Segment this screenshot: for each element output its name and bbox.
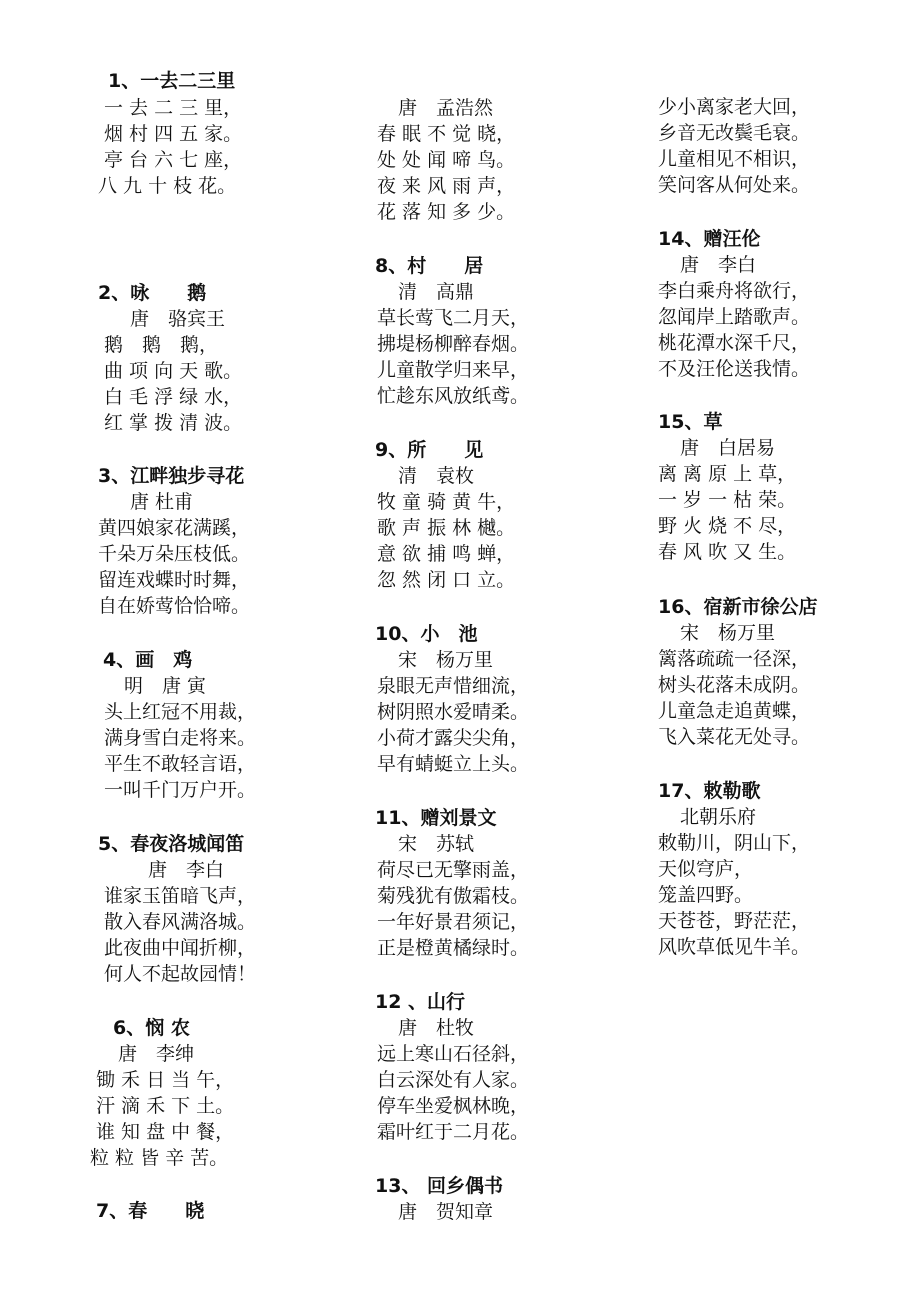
poem-13-title: 13、 回乡偶书 bbox=[375, 1175, 504, 1197]
poem-1-line: 一 去 二 三 里， bbox=[104, 97, 243, 119]
poem-13-line: 乡音无改鬓毛衰。 bbox=[658, 122, 811, 144]
poem-2-line: 鹅 鹅 鹅， bbox=[104, 334, 219, 356]
poem-17-line: 风吹草低见牛羊。 bbox=[658, 936, 811, 958]
poem-17-line: 天苍苍，野茫茫， bbox=[658, 910, 811, 932]
poem-3-line: 自在娇莺恰恰啼。 bbox=[98, 595, 251, 617]
poem-6-line: 谁 知 盘 中 餐， bbox=[96, 1121, 235, 1143]
poem-10-line: 泉眼无声惜细流， bbox=[377, 675, 530, 697]
poem-16-title: 16、宿新市徐公店 bbox=[658, 596, 818, 618]
poem-9-author: 清 袁枚 bbox=[398, 465, 475, 487]
poem-13-line: 儿童相见不相识， bbox=[658, 148, 811, 170]
poem-5-author: 唐 李白 bbox=[148, 859, 225, 881]
poem-11-line: 菊残犹有傲霜枝。 bbox=[377, 885, 530, 907]
poem-9-line: 意 欲 捕 鸣 蝉， bbox=[377, 543, 516, 565]
poem-12-line: 停车坐爱枫林晚， bbox=[377, 1095, 530, 1117]
poem-4-title: 4、画 鸡 bbox=[103, 649, 193, 671]
poem-15-line: 一 岁 一 枯 荣。 bbox=[658, 489, 797, 511]
poem-5-line: 谁家玉笛暗飞声， bbox=[104, 885, 257, 907]
poem-6-line: 锄 禾 日 当 午， bbox=[96, 1069, 235, 1091]
poem-11-line: 正是橙黄橘绿时。 bbox=[377, 937, 530, 959]
poem-16-line: 树头花落未成阴。 bbox=[658, 674, 811, 696]
poem-17-author: 北朝乐府 bbox=[680, 806, 757, 828]
poem-2-line: 红 掌 拨 清 波。 bbox=[104, 412, 243, 434]
poem-14-title: 14、赠汪伦 bbox=[658, 228, 761, 250]
poem-11-line: 一年好景君须记， bbox=[377, 911, 530, 933]
poem-8-title: 8、村 居 bbox=[375, 255, 484, 277]
poem-15-line: 春 风 吹 又 生。 bbox=[658, 541, 797, 563]
poem-14-line: 忽闻岸上踏歌声。 bbox=[658, 306, 811, 328]
poem-5-line: 此夜曲中闻折柳， bbox=[104, 937, 257, 959]
poem-7-line: 夜 来 风 雨 声， bbox=[377, 175, 516, 197]
poem-3-line: 千朵万朵压枝低。 bbox=[98, 543, 251, 565]
poem-15-line: 野 火 烧 不 尽， bbox=[658, 515, 797, 537]
poem-14-line: 不及汪伦送我情。 bbox=[658, 358, 811, 380]
poem-11-title: 11、赠刘景文 bbox=[375, 807, 497, 829]
poem-7-line: 处 处 闻 啼 鸟。 bbox=[377, 149, 516, 171]
poem-11-line: 荷尽已无擎雨盖， bbox=[377, 859, 530, 881]
poem-7-author: 唐 孟浩然 bbox=[398, 97, 494, 119]
poem-6-title: 6、悯 农 bbox=[113, 1017, 190, 1039]
poem-6-line: 汗 滴 禾 下 土。 bbox=[96, 1095, 235, 1117]
poem-9-line: 忽 然 闭 口 立。 bbox=[377, 569, 516, 591]
poem-14-line: 桃花潭水深千尺， bbox=[658, 332, 811, 354]
poem-12-line: 白云深处有人家。 bbox=[377, 1069, 530, 1091]
poem-14-author: 唐 李白 bbox=[680, 254, 757, 276]
poem-16-author: 宋 杨万里 bbox=[680, 622, 776, 644]
poem-15-title: 15、草 bbox=[658, 411, 723, 433]
poem-15-line: 离 离 原 上 草， bbox=[658, 463, 797, 485]
poem-12-line: 霜叶红于二月花。 bbox=[377, 1121, 530, 1143]
poem-9-line: 歌 声 振 林 樾。 bbox=[377, 517, 516, 539]
poem-6-author: 唐 李绅 bbox=[118, 1043, 195, 1065]
poem-4-author: 明 唐 寅 bbox=[124, 675, 207, 697]
poem-5-line: 何人不起故园情！ bbox=[104, 963, 257, 985]
poem-17-line: 笼盖四野。 bbox=[658, 884, 754, 906]
poem-1-line: 八 九 十 枝 花。 bbox=[98, 175, 237, 197]
poem-4-line: 满身雪白走将来。 bbox=[104, 727, 257, 749]
poem-8-line: 草长莺飞二月天， bbox=[377, 307, 530, 329]
poem-10-line: 小荷才露尖尖角， bbox=[377, 727, 530, 749]
poem-17-line: 敕勒川，阴山下， bbox=[658, 832, 811, 854]
poem-4-line: 头上红冠不用裁， bbox=[104, 701, 257, 723]
poem-6-line: 粒 粒 皆 辛 苦。 bbox=[90, 1147, 229, 1169]
poem-16-line: 篱落疏疏一径深， bbox=[658, 648, 811, 670]
poem-15-author: 唐 白居易 bbox=[680, 437, 776, 459]
poem-13-author: 唐 贺知章 bbox=[398, 1201, 494, 1223]
poem-17-line: 天似穹庐， bbox=[658, 858, 754, 880]
poem-11-author: 宋 苏轼 bbox=[398, 833, 475, 855]
poem-10-line: 早有蜻蜓立上头。 bbox=[377, 753, 530, 775]
poem-2-line: 白 毛 浮 绿 水， bbox=[104, 386, 243, 408]
poem-14-line: 李白乘舟将欲行， bbox=[658, 280, 811, 302]
poem-9-line: 牧 童 骑 黄 牛， bbox=[377, 491, 516, 513]
poem-10-line: 树阴照水爱晴柔。 bbox=[377, 701, 530, 723]
poem-7-line: 花 落 知 多 少。 bbox=[377, 201, 516, 223]
poem-10-author: 宋 杨万里 bbox=[398, 649, 494, 671]
poem-2-author: 唐 骆宾王 bbox=[130, 308, 226, 330]
poem-17-title: 17、敕勒歌 bbox=[658, 780, 761, 802]
poem-12-line: 远上寒山石径斜， bbox=[377, 1043, 530, 1065]
poem-5-line: 散入春风满洛城。 bbox=[104, 911, 257, 933]
poem-1-line: 亭 台 六 七 座， bbox=[104, 149, 243, 171]
poem-3-line: 留连戏蝶时时舞， bbox=[98, 569, 251, 591]
poem-10-title: 10、小 池 bbox=[375, 623, 478, 645]
poem-8-line: 拂堤杨柳醉春烟。 bbox=[377, 333, 530, 355]
poem-4-line: 一叫千门万户开。 bbox=[104, 779, 257, 801]
poem-3-author: 唐 杜甫 bbox=[130, 491, 194, 513]
poem-12-title: 12 、山行 bbox=[375, 991, 466, 1013]
poem-13-line: 笑问客从何处来。 bbox=[658, 174, 811, 196]
poem-16-line: 儿童急走追黄蝶， bbox=[658, 700, 811, 722]
poem-3-line: 黄四娘家花满蹊， bbox=[98, 517, 251, 539]
poem-8-line: 忙趁东风放纸鸢。 bbox=[377, 385, 530, 407]
poem-8-author: 清 高鼎 bbox=[398, 281, 475, 303]
poem-2-title: 2、咏 鹅 bbox=[98, 282, 207, 304]
poem-16-line: 飞入菜花无处寻。 bbox=[658, 726, 811, 748]
poem-2-line: 曲 项 向 天 歌。 bbox=[104, 360, 243, 382]
poem-7-line: 春 眠 不 觉 晓， bbox=[377, 123, 516, 145]
poem-3-title: 3、江畔独步寻花 bbox=[98, 465, 245, 487]
poem-5-title: 5、春夜洛城闻笛 bbox=[98, 833, 245, 855]
poem-9-title: 9、所 见 bbox=[375, 439, 484, 461]
poem-4-line: 平生不敢轻言语， bbox=[104, 753, 257, 775]
poem-8-line: 儿童散学归来早， bbox=[377, 359, 530, 381]
poem-13-line: 少小离家老大回， bbox=[658, 96, 811, 118]
poem-1-title: 1、一去二三里 bbox=[108, 70, 236, 92]
poem-1-line: 烟 村 四 五 家。 bbox=[104, 123, 243, 145]
poem-12-author: 唐 杜牧 bbox=[398, 1017, 475, 1039]
poem-7-title: 7、春 晓 bbox=[96, 1200, 205, 1222]
